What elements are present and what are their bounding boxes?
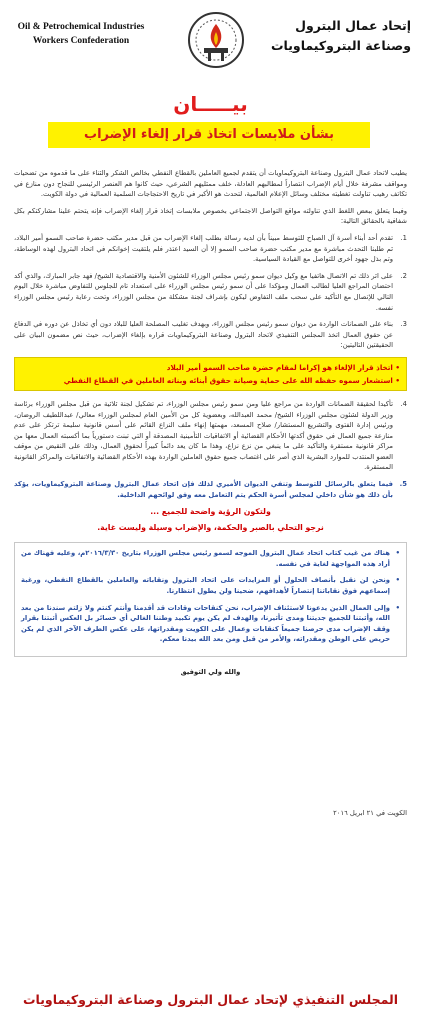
fact-item-2 bbox=[14, 271, 407, 313]
closing-phrase: والله ولي التوفيق bbox=[180, 668, 241, 676]
slogan-line-1: ولتكون الرؤية واضحة للجميع ... bbox=[150, 507, 271, 517]
note-bullet-1: • هناك من غيب كتاب اتحاد عمال البترول الموجه لسمو رئيس مجلس الوزراء بتاريخ ٢٠١٦/٣/٣٠م، وعليه فهناك من أراد هذه المواجهة لغاية في نفسه. bbox=[21, 548, 400, 569]
facts-list-continued bbox=[14, 399, 407, 500]
letterhead-arabic bbox=[261, 16, 411, 56]
fact-number: 3. bbox=[400, 320, 407, 329]
statement-date: الكويت في ٢١ ابريل ٢٠١٦ bbox=[333, 809, 407, 817]
org-name-en-line1: Oil & Petrochemical Industries bbox=[17, 22, 145, 32]
fact-item-5 bbox=[14, 479, 407, 500]
fact-item-4 bbox=[14, 399, 407, 473]
slogan-line-2: نرجو التحلي بالصبر والحكمة، والإضراب وسيلة وليست غاية. bbox=[97, 523, 324, 533]
fact-text: تقدم أحد أبناء أسرة آل الصباح للتوسط مبيناً بأن لديه رسالة بطلب إلغاء الإضراب من قبل مدير مكتب حضرة صاحب السمو أمير البلاد، ثم طلبنا التحدث مباشرة مع مدير مكتب حضرة صاحب السمو إلا أن السيد اعتذر فلم يلتقيت إخوانكم في اتحاد البترول لهذه الوساطة، وتم بذل جهود أخرى للتواصل مع القيادة السياسية. bbox=[14, 233, 393, 264]
signature-footer: المجلس التنفيذي لإتحاد عمال البترول وصناعة البتروكيماويات bbox=[22, 992, 399, 1007]
highlighted-facts bbox=[14, 357, 407, 391]
fact-text: على اثر ذلك تم الاتصال هاتفيا مع وكيل ديوان سمو رئيس مجلس الوزراء للشئون الأمنية والاقتصادية الشيخ/ فهد جابر المبارك، والذي أكد احتضان المراجع العليا لطالب العمال ومؤكدا على أن سمو رئيس مجلس الوزراء على استعداد تام للجلوس للتفاوض مباشرة خلال اليوم التالي للإتصال مع التأكيد على سحب ملف التفاوض ليكون بإشراف لجنة مشكلة من مجلس الوزراء، وتحت رعاية رئيس مجلس الوزراء نفسه. bbox=[14, 271, 393, 312]
fact-text: فيما يتعلق بالرسائل للتوسط وتنفي الديوان الأميري لذلك فإن اتحاد عمال البترول وصناعة البتروكيماويات، يؤكد بأن ذلك هو شأن داخلي لمجلس أسرة الحكم يتم التعامل معه وفق لوائحهم الداخلية. bbox=[14, 480, 393, 499]
fact-text: تأكيدا لحقيقة الضمانات الواردة من مراجع عليا ومن سمو رئيس مجلس الوزراء، تم تشكيل لجنة ثلاثية من قبل مجلس الوزراء برئاسة وزير الدولة لشئون مجلس الوزراء الشيخ/ محمد العبدالله، وبعضوية كل من الأمين العام لمجلس الوزراء معالي/ عبداللطيف الروضان، ورئيس إدارة الفتوى والتشريع المستشار/ صلاح المسعد، مهمتها إنهاء ملف النزاع القائم على أسس قانونية سليمة ترتكز على عدم منازعة جميع العمال في حقوق أكدتها الأحكام القضائية أو الاتفاقيات التأمينية المصدقة أو التي تبنت دستورياً بما أكسبته العمال معها من مراكز قانونية مستقرة والتأكيد على ما ينبغي من نزع نزاع، وهذا ما كان يعد دائماً كبيراً لحقوق العمال، وذلك على النقيض من موقف العضو المنتدب للموارد البشرية الذي أصر على اغتصاب جميع حقوق العاملين الواردة بهذه الأحكام القضائية والاتفاقيات والمراكز القانونية المستقرة. bbox=[14, 399, 393, 472]
notes-box bbox=[14, 542, 407, 657]
org-name-ar-line2: وصناعة البتروكيماويات bbox=[270, 38, 411, 53]
org-name-ar-line1: إتحاد عمال البترول bbox=[295, 18, 411, 33]
letterhead-english bbox=[6, 20, 156, 48]
subject-banner: بشأن ملابسات اتخاذ قرار إلغاء الإضراب bbox=[48, 122, 370, 148]
note-bullet-3: • وإلى العمال الذين يدعونا لاستئناف الإضراب، نحن كنقاحات وقادات قد أقدمنا وأنتم كنتم ولا زلتم سندنا من بعد الله، وأثبتنا للجميع جديتنا ومدى تأثيرنا، والهدف لم يكن يوم تكبيد وطننا الغالي أي خسائر بل العكس أثبتنا بقرار وقف الإضراب مدى حرصنا جميعاً كنقابات وعمال على الكويت ومقدراتها، على عكس الطرف الآخر الذي لم يكن حريص على الوطن ومقدراته، والأمر من قبل ومن بعد الله بيدنا معكم. bbox=[21, 603, 400, 645]
fact-number: 4. bbox=[400, 399, 407, 408]
union-logo-icon bbox=[186, 10, 246, 70]
letterhead bbox=[6, 10, 415, 70]
statement-title: بيـــــان bbox=[173, 92, 248, 116]
highlighted-fact-1: • اتخاذ قرار الإلغاء هو إكراما لمقام حضرة صاحب السمو أمير البلاد bbox=[21, 361, 400, 374]
fact-item-1 bbox=[14, 233, 407, 265]
intro-paragraph-2: وفيما يتعلق ببعض اللغط الذي تناولته مواقع التواصل الاجتماعي بخصوص ملابسات إتخاذ قرار إلغاء الإضراب فإنه يتحتم علينا مشاركتكم بكل شفافية بالحقائق التالية: bbox=[14, 206, 407, 226]
fact-item-3 bbox=[14, 319, 407, 351]
fact-number: 1. bbox=[400, 233, 407, 242]
statement-body bbox=[14, 168, 407, 678]
fact-number: 5. bbox=[399, 480, 407, 489]
facts-list bbox=[14, 233, 407, 351]
fact-number: 2. bbox=[400, 271, 407, 280]
fact-text: بناء على الضمانات الواردة من ديوان سمو رئيس مجلس الوزراء، وبهدف تغليب المصلحة العليا للبلاد دون أي تخاذل عن دوره في الدفاع عن حقوق العمال اتخذ المجلس التنفيذي لاتحاد البترول وصناعة البتروكيماويات قراره بإلغاء الإضراب، حيث نص مضمون البيان على الحقيقتين التاليتين: bbox=[14, 320, 393, 350]
highlighted-fact-2: • استشعار سموه حفظه الله على حماية وصيانة حقوق أبنائه وبناته العاملين في القطاع النفطي bbox=[21, 374, 400, 387]
intro-paragraph-1: يطيب لاتحاد عمال البترول وصناعة البتروكيماويات أن يتقدم لجميع العاملين بالقطاع النفطي بخالص الشكر والثناء على ما قدموه من تضحيات ومواقف مشرفة خلال أيام الإضراب انتصاراً لمطالبهم العادلة، خلف ممثليهم الشرعي، حيث كانوا هم العنصر الرئيسي للنجاح دون منازع في تكاتف رهيب تناولت تغطيته مختلف وسائل الإعلام العالمية، لتحدث هو الأكبر في تاريخ الاحتجاجات السلمية العمالية في دولة الكويت. bbox=[14, 169, 407, 199]
org-name-en-line2: Workers Confederation bbox=[32, 36, 130, 46]
note-bullet-2: • ونحن لن نقبل بأنصاف الحلول أو المزايدات على اتحاد البترول ونقاباته والعاملين بالقطاع النفطي، ورغبة إسماعهم فوق نقاباتنا إنتصاراً لأهدافهم، ضحينا ولن يطول انتظارنا. bbox=[21, 575, 400, 596]
